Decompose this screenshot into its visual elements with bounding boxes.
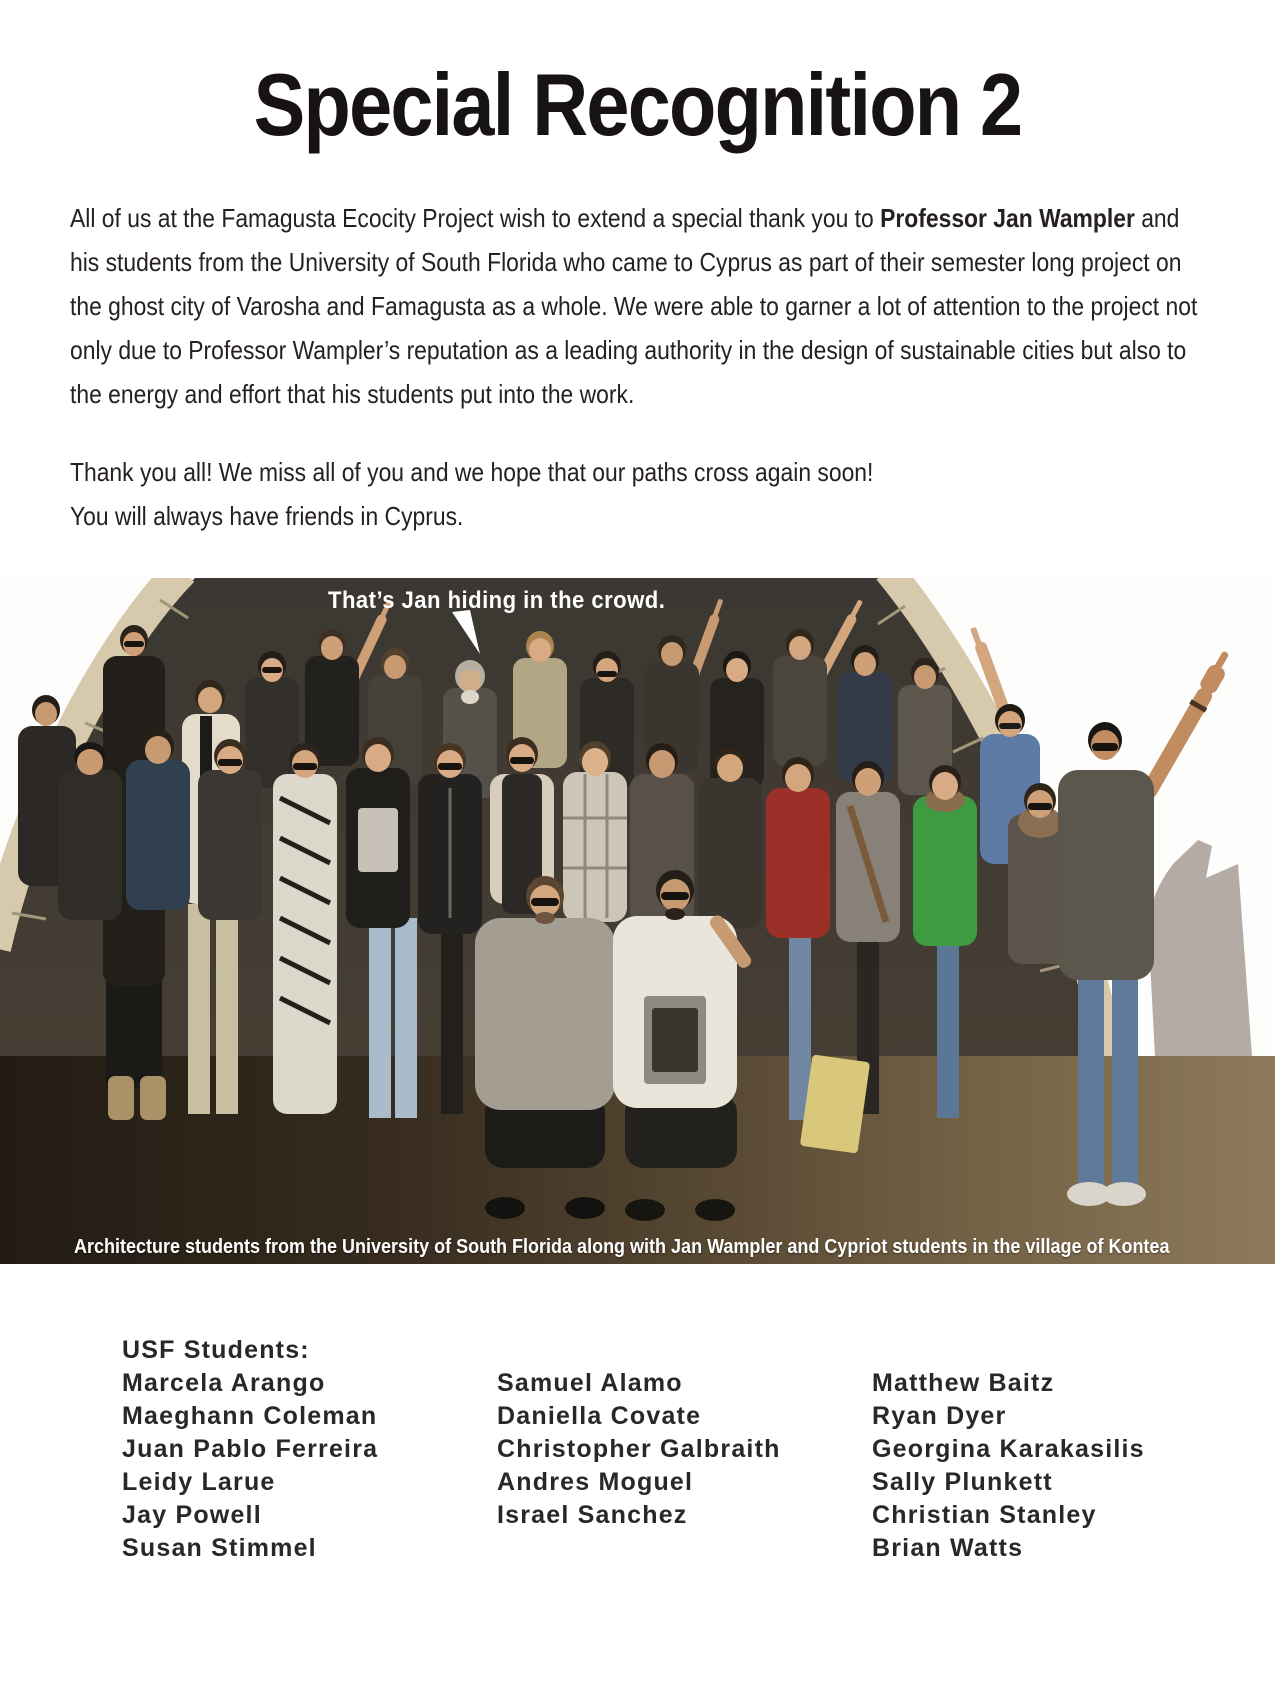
page-title: Special Recognition 2 xyxy=(253,55,1022,154)
photo-illustration xyxy=(0,578,1275,1264)
thanks-line-1: Thank you all! We miss all of you and we hope that our paths cross again soon! xyxy=(70,457,874,487)
student-name: Christian Stanley xyxy=(872,1501,1097,1529)
group-photo xyxy=(0,578,1275,1264)
photo-annotation: That’s Jan hiding in the crowd. xyxy=(328,587,666,614)
intro-paragraph xyxy=(70,196,1207,416)
student-name: Leidy Larue xyxy=(122,1468,276,1496)
intro-text-before: All of us at the Famagusta Ecocity Project wish to extend a special thank you to xyxy=(70,203,881,233)
students-column-1 xyxy=(122,1334,497,1565)
student-name: Israel Sanchez xyxy=(497,1501,688,1529)
student-name: Christopher Galbraith xyxy=(497,1435,781,1463)
student-name: Samuel Alamo xyxy=(497,1369,683,1397)
student-name: Juan Pablo Ferreira xyxy=(122,1435,379,1463)
thanks-line-2: You will always have friends in Cyprus. xyxy=(70,501,464,531)
student-name: Andres Moguel xyxy=(497,1468,694,1496)
students-section xyxy=(122,1334,1275,1565)
student-name: Susan Stimmel xyxy=(122,1534,317,1562)
thanks-paragraph xyxy=(70,450,1207,538)
student-name: Sally Plunkett xyxy=(872,1468,1053,1496)
intro-text-after: and his students from the University of South Florida who came to Cyprus as part of their semester long project on the ghost city of Varosha and Famagusta as a whole. We were able to garner a lot of attention to the project not only due to Professor Wampler’s reputation as a leading authority in the design of sustainable cities but also to the energy and effort that his students put into the work. xyxy=(70,203,1198,409)
students-heading: USF Students: xyxy=(122,1336,310,1364)
student-name: Brian Watts xyxy=(872,1534,1024,1562)
student-name: Daniella Covate xyxy=(497,1402,702,1430)
student-name: Marcela Arango xyxy=(122,1369,326,1397)
student-name: Ryan Dyer xyxy=(872,1402,1007,1430)
photo-caption: Architecture students from the University of South Florida along with Jan Wampler and Cypriot students in the village of Kontea xyxy=(74,1236,1170,1258)
student-name: Jay Powell xyxy=(122,1501,262,1529)
students-column-2 xyxy=(497,1334,872,1565)
student-name: Maeghann Coleman xyxy=(122,1402,378,1430)
professor-name-bold: Professor Jan Wampler xyxy=(880,203,1135,233)
student-name: Georgina Karakasilis xyxy=(872,1435,1145,1463)
crowd-figure-striped-cardigan xyxy=(273,743,337,1114)
students-column-3 xyxy=(872,1334,1247,1565)
student-name: Matthew Baitz xyxy=(872,1369,1055,1397)
